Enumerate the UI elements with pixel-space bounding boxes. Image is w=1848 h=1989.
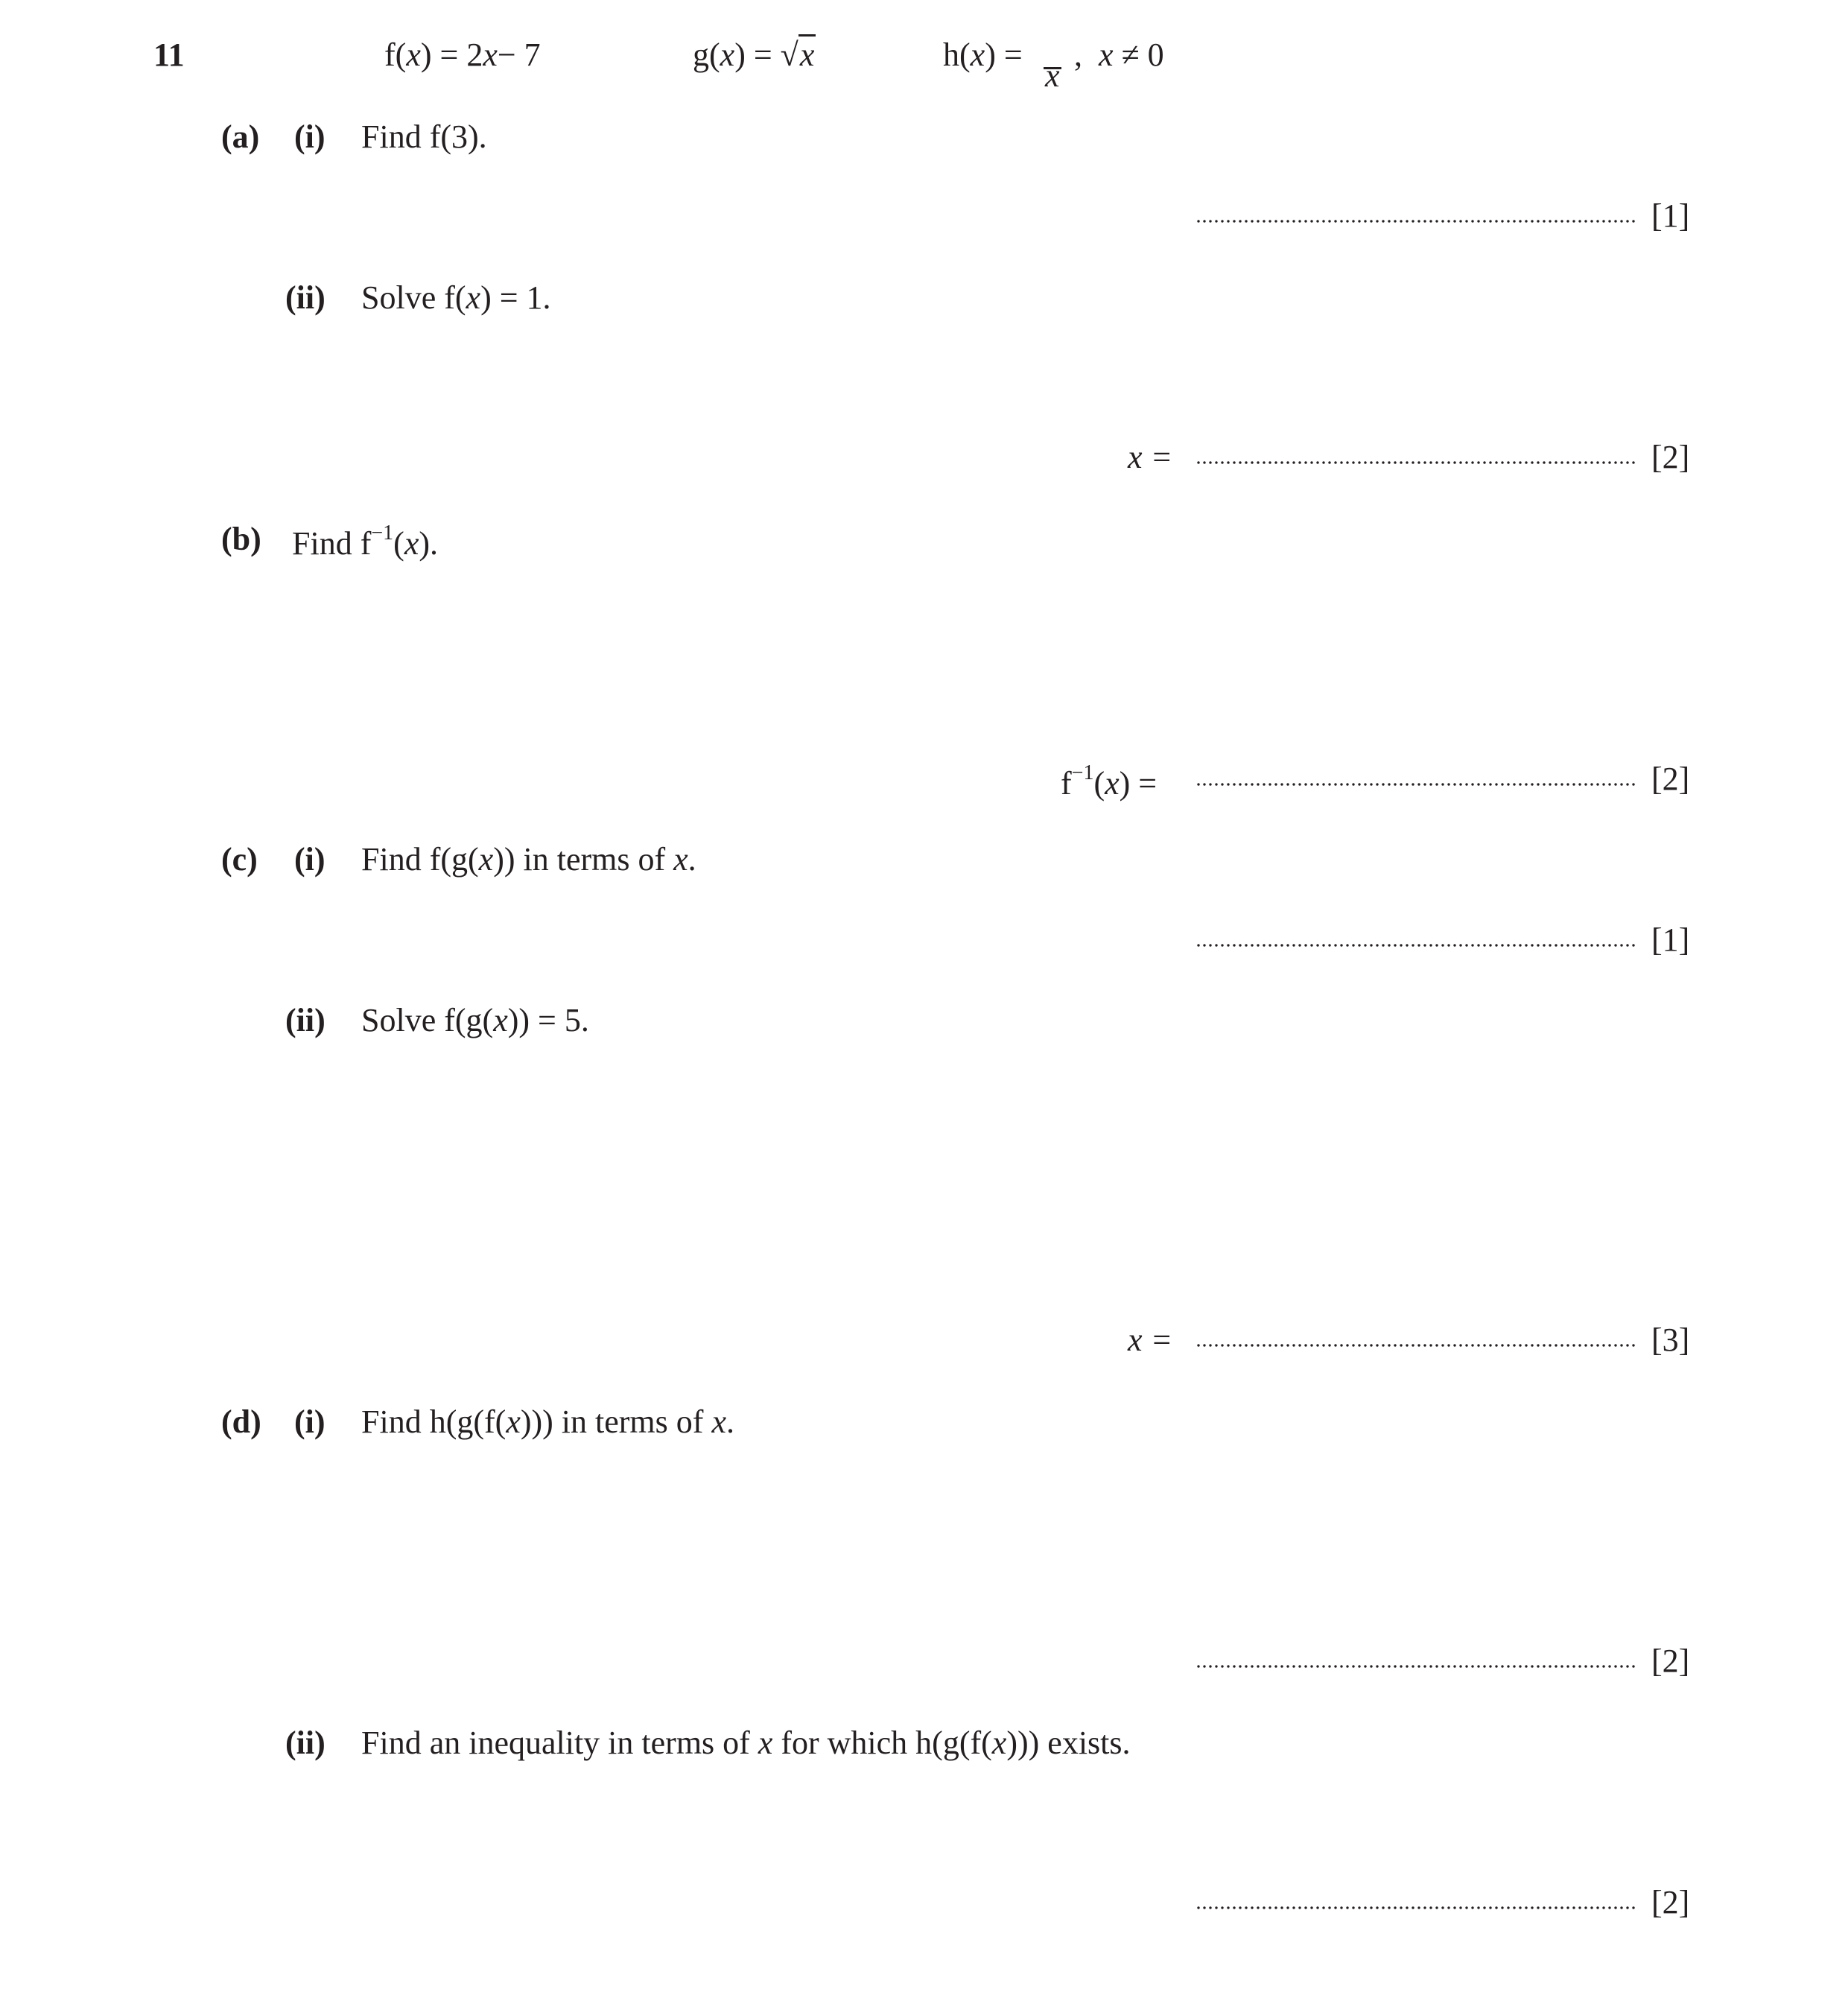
answer-line-d-ii[interactable] [1196,1906,1636,1910]
part-a-label: (a) [221,118,260,155]
mark-a-i: [1] [1651,197,1690,234]
b-prefix-f: f [1061,765,1072,802]
g-eq: = [745,37,781,73]
answer-line-b[interactable] [1196,782,1636,787]
answer-line-c-i[interactable] [1196,943,1636,948]
part-c-ii-text [361,1004,589,1037]
d-i-text-x: x [506,1403,521,1440]
a-ii-text-x: x [466,279,481,316]
mark-a-ii: [2] [1651,439,1690,475]
mark-c-ii: [3] [1651,1322,1690,1358]
d-ii-text-a: Find an inequality in terms of [361,1725,758,1761]
c-ii-text-x: x [493,1002,508,1038]
d-ii-text-b: for which h(g(f( [772,1725,992,1761]
b-prefix-x: x [1105,765,1120,802]
part-d-ii-text [361,1727,1131,1760]
c-ii-text-a: Solve f(g( [361,1002,494,1038]
part-c-i-text [361,843,696,876]
f-var: x [406,37,421,73]
c-i-text-x2: x [673,841,688,878]
h-eq: = [995,37,1023,73]
part-d-i-text [361,1403,734,1440]
h-comma: , [1074,37,1082,73]
question-number: 11 [153,37,185,73]
d-i-text-x2: x [711,1403,726,1440]
part-a-ii-text [361,279,551,316]
mark-d-ii: [2] [1651,1884,1690,1920]
c-i-text-a: Find f(g( [361,841,479,878]
definition-f: f(x) = 2x− 7 [384,37,541,73]
d-i-text-c: . [725,1403,734,1440]
f-rhs-b: − 7 [497,37,541,73]
answer-prefix-b: $f^{-1}(x)$ = [1061,761,1158,802]
b-text-c: ). [419,525,438,562]
mark-d-i: [2] [1651,1643,1690,1679]
g-radicand: x [798,34,816,73]
h-var: x [970,37,985,73]
b-prefix-sup: −1 [1071,761,1094,784]
b-sup: −1 [371,521,394,545]
definition-h: h(x) = [943,37,1023,73]
mark-c-i: [1] [1651,921,1690,958]
b-text-b: ( [393,525,404,562]
part-d-ii-label: (ii) [285,1725,326,1761]
g-var: x [720,37,735,73]
definition-g: g(x) = √x [693,39,816,72]
part-b-label: (b) [221,521,261,557]
part-d-i-label: (i) [294,1403,326,1440]
answer-line-d-i[interactable] [1196,1664,1636,1669]
answer-line-c-ii[interactable] [1196,1343,1636,1348]
h-name: h [943,37,959,73]
d-i-text-b: ))) in terms of [520,1403,712,1440]
f-name: f [384,37,396,73]
b-text-a: Find f [292,525,372,562]
mark-b: [2] [1651,761,1690,797]
c-i-text-c: . [688,841,696,878]
part-b-text [292,523,438,560]
answer-prefix-c-ii: x = [1128,1322,1173,1358]
part-c-label: (c) [221,841,258,878]
f-rhs-a: = 2 [431,37,483,73]
part-d-label: (d) [221,1403,261,1440]
part-a-ii-label: (ii) [285,279,326,316]
d-ii-text-x: x [758,1725,773,1761]
c-i-text-x: x [478,841,494,878]
h-cond: ≠ 0 [1113,37,1164,73]
d-ii-text-x2: x [991,1725,1007,1761]
g-name: g [693,37,709,73]
c-ii-text-b: )) = 5. [507,1002,589,1038]
part-c-ii-label: (ii) [285,1002,326,1038]
d-i-text-a: Find h(g(f( [361,1403,507,1440]
h-denominator: x [1045,57,1060,94]
a-ii-text-a: Solve f( [361,279,466,316]
answer-line-a-ii[interactable] [1196,460,1636,465]
a-ii-text-b: ) = 1. [480,279,551,316]
d-ii-text-c: ))) exists. [1006,1725,1131,1761]
h-cond-x: x [1099,37,1114,73]
part-c-i-label: (i) [294,841,326,878]
answer-prefix-a-ii: x = [1128,439,1173,475]
h-condition [1074,39,1164,72]
sqrt-symbol: √ [780,37,798,73]
f-rhs-x: x [483,37,498,73]
c-i-text-b: )) in terms of [493,841,674,878]
part-a-i-text: Find f(3). [361,118,487,155]
b-text-x: x [404,525,419,562]
part-a-i-label: (i) [294,118,326,155]
answer-line-a-i[interactable] [1196,219,1636,223]
